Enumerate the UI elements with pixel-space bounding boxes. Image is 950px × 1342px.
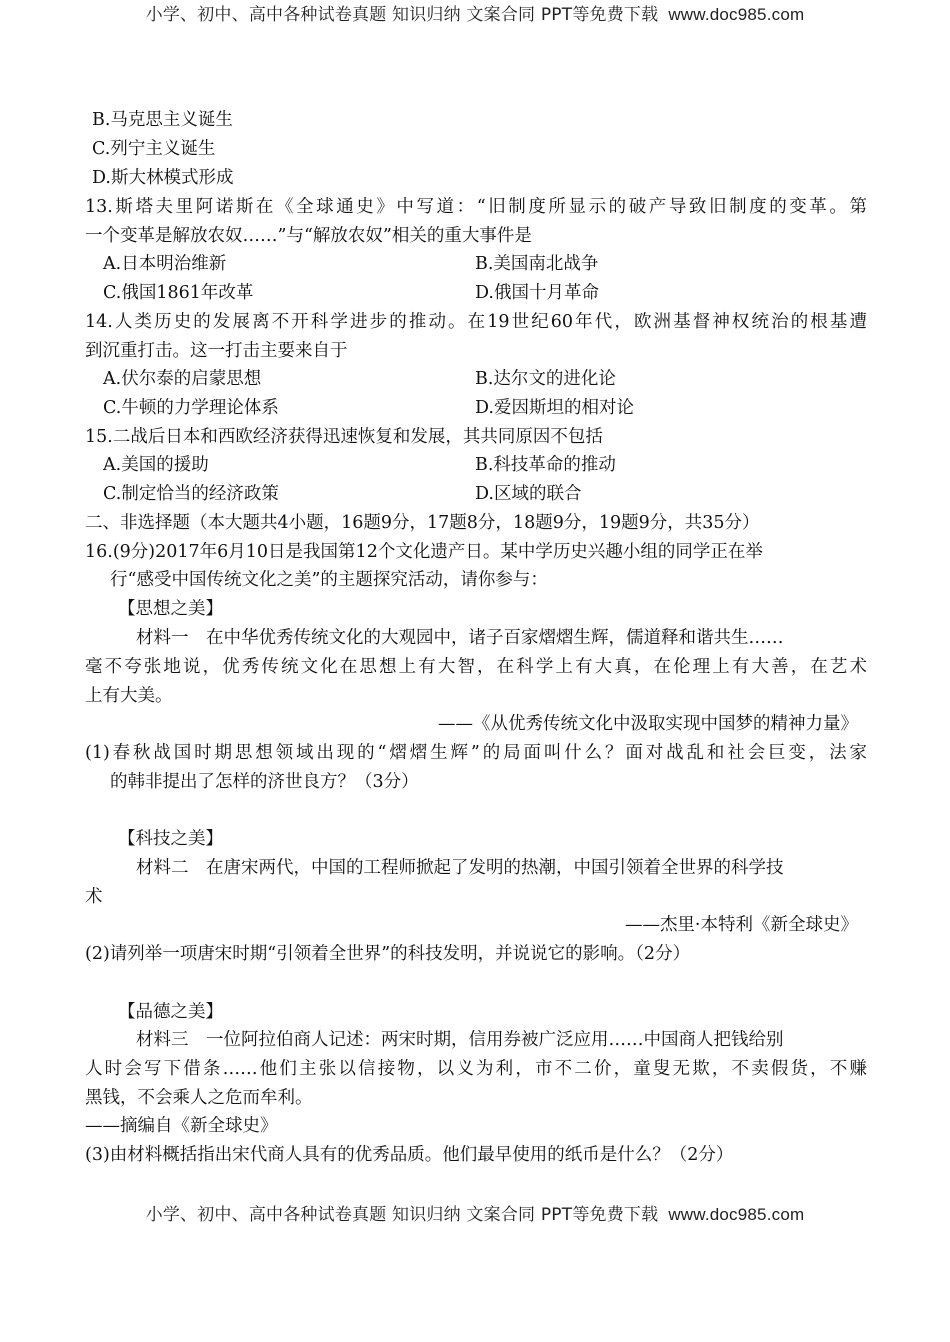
material1-line3: 上有大美。	[85, 686, 173, 706]
q13-stem-line2: 一个变革是解放农奴……”与“解放农奴”相关的重大事件是	[85, 226, 532, 246]
header-site-link[interactable]: www.doc985.com	[668, 5, 805, 24]
material1-line1: 材料一 在中华优秀传统文化的大观园中，诸子百家熠熠生辉，儒道释和谐共生……	[136, 628, 784, 648]
q15-option-d: D.区域的联合	[475, 484, 582, 504]
q12-option-c: C.列宁主义诞生	[92, 139, 216, 159]
part3-title: 【品德之美】	[118, 1002, 223, 1022]
q15-option-c: C.制定恰当的经济政策	[103, 484, 279, 504]
part2-title: 【科技之美】	[118, 829, 223, 849]
q14-stem-line1: 14.人类历史的发展离不开科学进步的推动。在19世纪60年代，欧洲基督神权统治的根基遭	[85, 312, 867, 332]
part1-title: 【思想之美】	[118, 599, 223, 619]
material3-line3: 黑钱，不会乘人之危而牟利。	[85, 1088, 313, 1108]
q15-option-b: B.科技革命的推动	[475, 455, 616, 475]
q13-option-b: B.美国南北战争	[475, 254, 599, 274]
material2-line1: 材料二 在唐宋两代，中国的工程师掀起了发明的热潮，中国引领着全世界的科学技	[136, 858, 784, 878]
q13-stem-line1: 13.斯塔夫里阿诺斯在《全球通史》中写道：“旧制度所显示的破产导致旧制度的变革。第	[85, 197, 867, 217]
q13-option-a: A.日本明治维新	[103, 254, 227, 274]
material1-line2: 毫不夸张地说，优秀传统文化在思想上有大智，在科学上有大真，在伦理上有大善，在艺术	[85, 657, 867, 677]
header-text: 小学、初中、高中各种试卷真题 知识归纳 文案合同 PPT等免费下载	[145, 5, 659, 25]
q16-stem-line1: 16.(9分)2017年6月10日是我国第12个文化遗产日。某中学历史兴趣小组的同学正在举	[85, 542, 763, 562]
material3-line2: 人时会写下借条……他们主张以信接物，以义为利，市不二价，童叟无欺，不卖假货，不赚	[85, 1059, 867, 1079]
q14-stem-line2: 到沉重打击。这一打击主要来自于	[85, 341, 348, 361]
material1-source: ——《从优秀传统文化中汲取实现中国梦的精神力量》	[438, 714, 858, 734]
q12-option-d: D.斯大林模式形成	[92, 168, 234, 188]
q14-option-c: C.牛顿的力学理论体系	[103, 398, 279, 418]
footer-site-link[interactable]: www.doc985.com	[668, 1205, 805, 1224]
material2-line2: 术	[85, 887, 103, 907]
q12-option-b: B.马克思主义诞生	[92, 110, 233, 130]
q14-option-a: A.伏尔泰的启蒙思想	[103, 369, 262, 389]
q16-3-question: (3)由材料概括指出宋代商人具有的优秀品质。他们最早使用的纸币是什么？（2分）	[85, 1145, 734, 1165]
material2-source: ——杰里·本特利《新全球史》	[624, 915, 858, 935]
q13-option-d: D.俄国十月革命	[475, 283, 599, 303]
q13-option-c: C.俄国1861年改革	[103, 283, 254, 303]
page-header	[0, 0, 950, 25]
q15-option-a: A.美国的援助	[103, 455, 209, 475]
q16-1-line1: (1)春秋战国时期思想领域出现的“熠熠生辉”的局面叫什么？面对战乱和社会巨变，法家	[85, 743, 867, 763]
q16-2-question: (2)请列举一项唐宋时期“引领着全世界”的科技发明，并说说它的影响。（2分）	[85, 944, 691, 964]
footer-text: 小学、初中、高中各种试卷真题 知识归纳 文案合同 PPT等免费下载	[145, 1205, 659, 1225]
material3-source: ——摘编自《新全球史》	[85, 1116, 278, 1136]
q15-stem: 15.二战后日本和西欧经济获得迅速恢复和发展，其共同原因不包括	[85, 427, 603, 447]
material3-line1: 材料三 一位阿拉伯商人记述：两宋时期，信用券被广泛应用……中国商人把钱给别	[136, 1030, 784, 1050]
q16-1-line2: 的韩非提出了怎样的济世良方？（3分）	[110, 772, 419, 792]
page-footer	[0, 1200, 950, 1225]
q16-stem-line2: 行“感受中国传统文化之美”的主题探究活动，请你参与：	[110, 570, 548, 590]
q14-option-d: D.爱因斯坦的相对论	[475, 398, 634, 418]
q14-option-b: B.达尔文的进化论	[475, 369, 616, 389]
section2-heading: 二、非选择题（本大题共4小题，16题9分，17题8分，18题9分，19题9分，共35分）	[85, 513, 760, 533]
